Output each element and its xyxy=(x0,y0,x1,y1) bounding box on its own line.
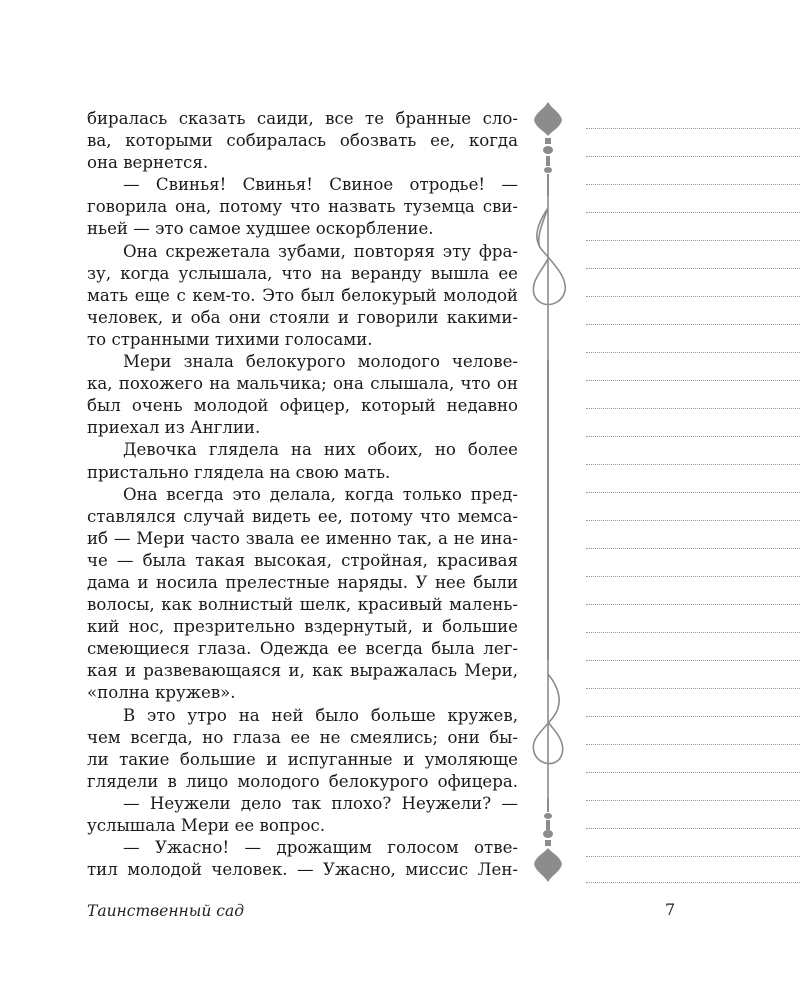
text-line: кий нос, презрительно вздернутый, и большие xyxy=(87,617,518,637)
note-line xyxy=(586,352,800,353)
note-line xyxy=(586,604,800,605)
text-line: кая и развевающаяся и, как выражалась Мери, xyxy=(87,661,518,681)
text-line: — Свинья! Свинья! Свиное отродье! — xyxy=(123,175,518,195)
text-line: Девочка глядела на них обоих, но более xyxy=(123,440,518,460)
note-line xyxy=(586,828,800,829)
note-line xyxy=(586,296,800,297)
lower-flourish xyxy=(533,660,562,798)
note-line xyxy=(586,268,800,269)
center-stem xyxy=(547,360,549,660)
note-line xyxy=(586,436,800,437)
page-number: 7 xyxy=(665,900,676,919)
text-line: приехал из Англии. xyxy=(87,418,261,438)
decorative-divider-ornament xyxy=(524,98,572,888)
note-line xyxy=(586,492,800,493)
note-line xyxy=(586,632,800,633)
text-line: «полна кружев». xyxy=(87,683,236,703)
text-line: В это утро на ней было больше кружев, xyxy=(123,705,518,725)
upper-flourish xyxy=(533,196,565,360)
bottom-finial xyxy=(534,798,562,882)
note-line xyxy=(586,184,800,185)
text-line: иб — Мери часто звала ее именно так, а не ина- xyxy=(87,528,518,548)
body-text xyxy=(87,108,518,888)
note-line xyxy=(586,240,800,241)
note-line xyxy=(586,800,800,801)
text-line: Она скрежетала зубами, повторяя эту фра- xyxy=(123,241,518,261)
text-line: глядели в лицо молодого белокурого офицера. xyxy=(87,771,518,791)
note-line xyxy=(586,660,800,661)
text-line: ва, которыми собиралась обозвать ее, когда xyxy=(87,131,518,151)
text-line: — Неужели дело так плохо? Неужели? — xyxy=(123,793,518,813)
text-line: ставлялся случай видеть ее, потому что мемса- xyxy=(87,506,518,526)
note-line xyxy=(586,882,800,883)
note-line xyxy=(586,520,800,521)
note-line xyxy=(586,324,800,325)
text-line: биралась сказать саиди, все те бранные сло- xyxy=(87,109,518,128)
text-line: ка, похожего на мальчика; она слышала, что он xyxy=(87,374,518,394)
text-line: был очень молодой офицер, который недавно xyxy=(87,396,518,416)
text-line: то странными тихими голосами. xyxy=(87,329,373,349)
text-line: тил молодой человек. — Ужасно, миссис Лен- xyxy=(87,860,518,880)
text-line: Мери знала белокурого молодого челове- xyxy=(123,352,518,372)
text-line: чем всегда, но глаза ее не смеялись; они бы- xyxy=(87,727,518,747)
note-line xyxy=(586,576,800,577)
text-line: услышала Мери ее вопрос. xyxy=(87,816,326,835)
top-finial xyxy=(534,102,562,196)
note-line xyxy=(586,744,800,745)
note-line xyxy=(586,464,800,465)
text-line: она вернется. xyxy=(87,153,209,173)
note-line xyxy=(586,772,800,773)
text-line: зу, когда услышала, что на веранду вышла ее xyxy=(87,263,518,283)
note-line xyxy=(586,548,800,549)
text-line: ньей — это самое худшее оскорбление. xyxy=(87,219,434,239)
note-line xyxy=(586,688,800,689)
text-line: Она всегда это делала, когда только пред- xyxy=(123,484,518,504)
note-line xyxy=(586,212,800,213)
text-line: мать еще с кем-то. Это был белокурый молодой xyxy=(87,285,518,305)
running-footer-title: Таинственный сад xyxy=(87,902,245,920)
note-line xyxy=(586,856,800,857)
note-line xyxy=(586,716,800,717)
note-line xyxy=(586,128,800,129)
text-line: дама и носила прелестные наряды. У нее были xyxy=(87,572,518,592)
text-line: говорила она, потому что назвать туземца сви- xyxy=(87,197,518,217)
note-line xyxy=(586,380,800,381)
text-line: волосы, как волнистый шелк, красивый малень- xyxy=(87,595,518,615)
text-line: пристально глядела на свою мать. xyxy=(87,462,391,482)
text-line: человек, и оба они стояли и говорили какими- xyxy=(87,307,518,327)
text-line: ли такие большие и испуганные и умоляюще xyxy=(87,749,518,769)
text-line: — Ужасно! — дрожащим голосом отве- xyxy=(123,838,518,858)
text-line: смеющиеся глаза. Одежда ее всегда была лег- xyxy=(87,639,518,659)
note-line xyxy=(586,156,800,157)
text-line: че — была такая высокая, стройная, красивая xyxy=(87,550,518,570)
note-line xyxy=(586,408,800,409)
notes-lines xyxy=(586,100,800,890)
